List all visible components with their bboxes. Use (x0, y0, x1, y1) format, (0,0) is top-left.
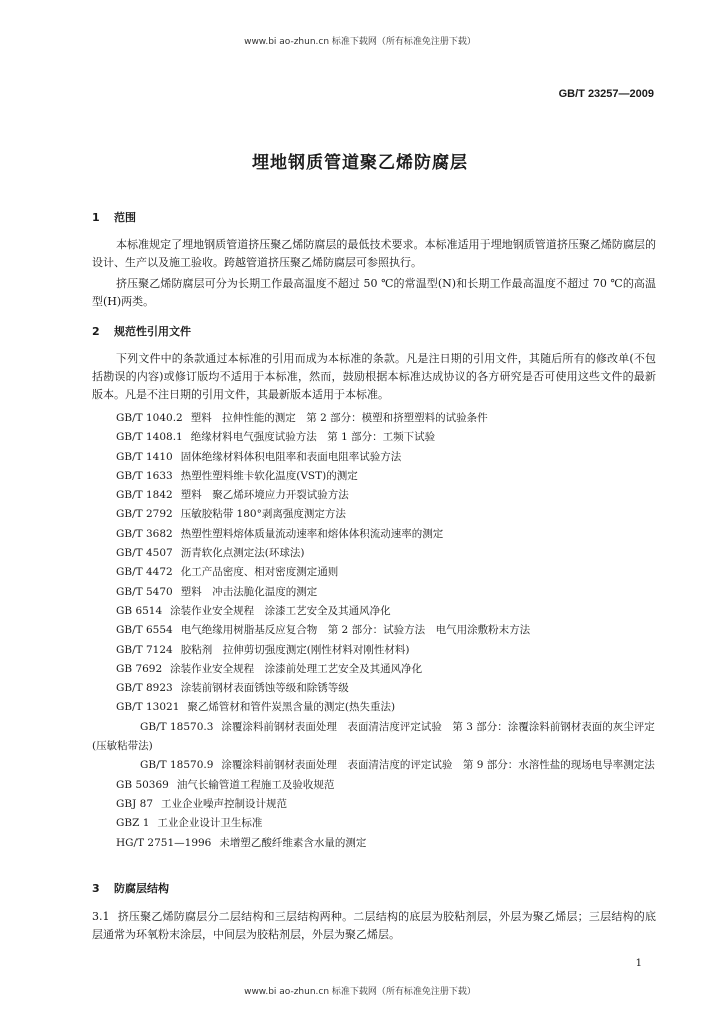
reference-code: GB/T 1633 (116, 469, 173, 482)
reference-item (116, 467, 656, 486)
reference-code: GB/T 6554 (116, 624, 173, 637)
reference-item (116, 583, 656, 602)
reference-title: 塑料 聚乙烯环境应力开裂试验方法 (180, 489, 349, 502)
reference-title: 压敏胶粘带 180°剥离强度测定方法 (180, 508, 346, 521)
reference-title: 工业企业设计卫生标准 (157, 817, 263, 830)
watermark-footer: www.bi ao-zhun.cn 标准下载网（所有标准免注册下载） (244, 987, 476, 997)
reference-title: 塑料 冲击法脆化温度的测定 (180, 585, 318, 598)
reference-item (116, 834, 656, 853)
page-number: 1 (635, 958, 642, 969)
reference-title: 未增塑乙酸纤维素含水量的测定 (219, 836, 367, 849)
reference-title: 涂覆涂料前钢材表面处理 表面清洁度评定试验 第 3 部分：涂覆涂料前钢材表面的灰尘评定(压敏粘带法) (92, 720, 655, 753)
reference-code: GB/T 3682 (116, 527, 173, 540)
reference-item (116, 448, 656, 467)
reference-item (116, 505, 656, 524)
reference-item (116, 698, 656, 717)
reference-code: GB/T 4507 (116, 547, 173, 560)
reference-item (116, 563, 656, 582)
reference-code: GB/T 18570.9 (140, 759, 214, 772)
reference-title: 热塑性塑料维卡软化温度(VST)的测定 (180, 469, 358, 482)
section-1-heading (92, 209, 136, 225)
reference-code: GB 7692 (116, 662, 163, 675)
section-title: 范围 (114, 211, 136, 224)
reference-code: GB/T 4472 (116, 566, 173, 579)
reference-code: GB/T 8923 (116, 682, 173, 695)
reference-code: GB/T 7124 (116, 643, 173, 656)
watermark-header: www.bi ao-zhun.cn 标准下载网（所有标准免注册下载） (244, 37, 476, 47)
reference-item (116, 409, 656, 428)
document-title: 埋地钢质管道聚乙烯防腐层 (252, 153, 468, 173)
section-2-intro: 下列文件中的条款通过本标准的引用而成为本标准的条款。凡是注日期的引用文件，其随后所有的修改单(不包括勘误的内容)或修订版均不适用于本标准，然而，鼓励根据本标准达成协议的各方研究是否可使用这些文件的最新版本。凡是不注日期的引用文件，其最新版本适用于本标准。 (92, 352, 656, 401)
reference-code: GBZ 1 (116, 817, 150, 830)
reference-code: HG/T 2751—1996 (116, 836, 212, 849)
reference-title: 涂装前钢材表面锈蚀等级和除锈等级 (180, 682, 349, 695)
reference-title: 化工产品密度、相对密度测定通则 (180, 566, 339, 579)
reference-item (116, 776, 656, 795)
section-2-heading (92, 323, 191, 339)
reference-title: 聚乙烯管材和管件炭黑含量的测定(热失重法) (187, 701, 396, 714)
reference-item (116, 602, 656, 621)
reference-item (116, 660, 656, 679)
reference-title: 涂装作业安全规程 涂漆工艺安全及其通风净化 (170, 604, 391, 617)
clause-number: 3.1 (92, 910, 110, 923)
reference-item (116, 525, 656, 544)
section-3-heading (92, 880, 169, 896)
reference-title: 沥青软化点测定法(环球法) (180, 547, 305, 560)
reference-title: 固体绝缘材料体积电阻率和表面电阻率试验方法 (180, 450, 402, 463)
section-1-paragraph-1: 本标准规定了埋地钢质管道挤压聚乙烯防腐层的最低技术要求。本标准适用于埋地钢质管道挤压聚乙烯防腐层的设计、生产以及施工验收。跨越管道挤压聚乙烯防腐层可参照执行。 (92, 238, 656, 269)
reference-item (116, 641, 656, 660)
reference-code: GB 50369 (116, 778, 169, 791)
reference-list (92, 409, 656, 853)
reference-item (116, 486, 656, 505)
reference-title: 涂覆涂料前钢材表面处理 表面清洁度的评定试验 第 9 部分：水溶性盐的现场电导率测定法 (221, 759, 655, 772)
reference-item (92, 718, 656, 757)
reference-title: 胶粘剂 拉伸剪切强度测定(刚性材料对刚性材料) (180, 643, 410, 656)
reference-title: 热塑性塑料熔体质量流动速率和熔体体积流动速率的测定 (180, 527, 444, 540)
reference-item (116, 621, 656, 640)
reference-item (116, 814, 656, 833)
section-number: 1 (92, 211, 100, 224)
reference-code: GB 6514 (116, 604, 163, 617)
reference-title: 工业企业噪声控制设计规范 (161, 797, 288, 810)
section-number: 2 (92, 325, 100, 338)
section-number: 3 (92, 882, 100, 895)
reference-item (116, 428, 656, 447)
section-title: 规范性引用文件 (114, 325, 191, 338)
clause-text: 挤压聚乙烯防腐层分二层结构和三层结构两种。二层结构的底层为胶粘剂层，外层为聚乙烯层；三层结构的底层通常为环氧粉末涂层，中间层为胶粘剂层，外层为聚乙烯层。 (92, 910, 656, 941)
reference-item (116, 679, 656, 698)
reference-item (116, 756, 656, 775)
reference-code: GB/T 18570.3 (140, 720, 214, 733)
reference-title: 电气绝缘用树脂基反应复合物 第 2 部分：试验方法 电气用涂敷粉末方法 (180, 624, 531, 637)
clause-3-1 (92, 908, 656, 944)
reference-code: GBJ 87 (116, 797, 154, 810)
standard-number: GB/T 23257—2009 (558, 88, 654, 100)
reference-title: 绝缘材料电气强度试验方法 第 1 部分：工频下试验 (190, 431, 436, 444)
reference-title: 涂装作业安全规程 涂漆前处理工艺安全及其通风净化 (170, 662, 423, 675)
reference-code: GB/T 1040.2 (116, 412, 183, 424)
reference-title: 油气长输管道工程施工及验收规范 (176, 778, 335, 791)
section-title: 防腐层结构 (114, 882, 169, 895)
reference-code: GB/T 1842 (116, 489, 173, 502)
reference-code: GB/T 1410 (116, 450, 173, 463)
reference-code: GB/T 5470 (116, 585, 173, 598)
reference-code: GB/T 13021 (116, 701, 180, 714)
reference-item (116, 544, 656, 563)
reference-code: GB/T 1408.1 (116, 431, 183, 444)
section-1-paragraph-2: 挤压聚乙烯防腐层可分为长期工作最高温度不超过 50 ℃的常温型(N)和长期工作最高温度不超过 70 ℃的高温型(H)两类。 (92, 277, 656, 308)
reference-code: GB/T 2792 (116, 508, 173, 521)
reference-title: 塑料 拉伸性能的测定 第 2 部分：模塑和挤塑塑料的试验条件 (190, 412, 488, 424)
reference-item (116, 795, 656, 814)
